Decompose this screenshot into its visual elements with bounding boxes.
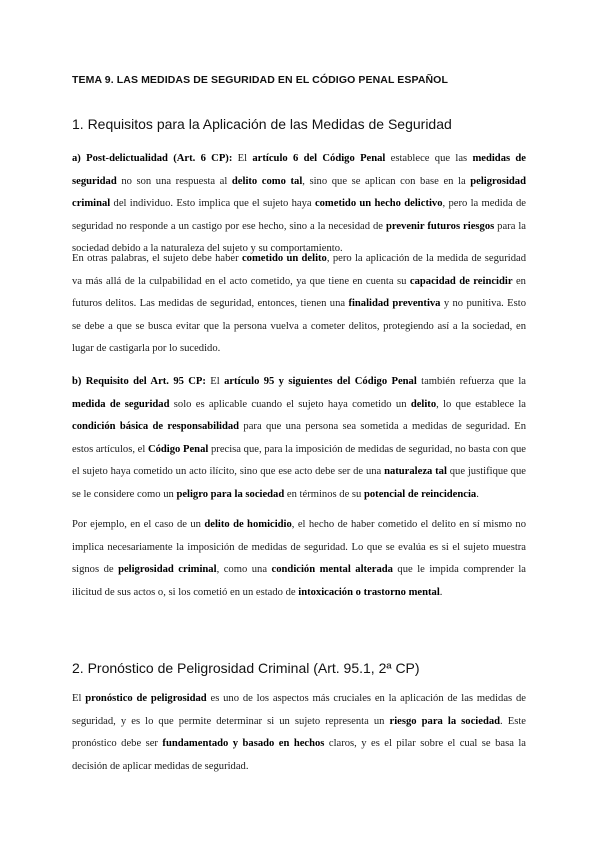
text-run: solo es aplicable cuando el sujeto haya cometido un	[169, 398, 411, 410]
bold-phrase: b) Requisito del Art. 95 CP:	[72, 376, 206, 387]
bold-phrase: fundamentado y basado en hechos	[162, 738, 325, 749]
bold-phrase: delito	[410, 398, 437, 410]
bold-phrase: cometido un hecho delictivo	[314, 198, 443, 209]
text-run: El	[72, 693, 86, 704]
bold-phrase: naturaleza tal	[384, 466, 447, 477]
section-2-heading: 2. Pronóstico de Peligrosidad Criminal (Art. 95.1, 2ª CP)	[72, 660, 420, 676]
text-run: .	[476, 488, 479, 500]
bold-phrase: Código Penal	[147, 443, 209, 455]
text-run: para que una persona sea sometida a medidas de seguridad. En estos artículos, el	[72, 421, 526, 455]
bold-phrase: a) Post-delictualidad (Art. 6 CP):	[72, 153, 233, 164]
text-run: que le impida comprender la ilicitud de sus actos o, si los cometió en un estado de	[72, 564, 527, 598]
bold-phrase: artículo 95 y siguientes del Código Penal	[224, 376, 417, 387]
text-run: precisa que, para la imposición de medidas de seguridad, no basta con que el sujeto haya cometido un acto ilícito, sino que ese acto debe ser de una	[72, 443, 526, 477]
bold-phrase: potencial de reincidencia	[363, 488, 477, 500]
text-run: también refuerza que la	[416, 376, 526, 387]
text-run: para la sociedad debido a la naturaleza del sujeto y su comportamiento.	[72, 220, 527, 254]
text-run: en futuros delitos. Las medidas de seguridad, entonces, tienen una	[72, 275, 526, 309]
text-run: , el hecho de haber cometido el delito en sí mismo no implica necesariamente la imposición de medidas de seguridad. Lo que se evalúa es si el sujeto muestra signos de	[72, 519, 526, 575]
text-run: no son una respuesta al	[116, 175, 232, 187]
bold-phrase: delito de homicidio	[204, 519, 292, 530]
text-run: y no punitiva. Esto se debe a que se busca evitar que la persona vuelva a cometer delitos, protegiendo así a la sociedad, en lugar de castigarla por lo sucedido.	[72, 298, 526, 354]
text-run: , como una	[216, 564, 272, 575]
bold-phrase: artículo 6 del Código Penal	[252, 153, 386, 164]
bold-phrase: intoxicación o trastorno mental	[298, 586, 440, 598]
text-run: El	[205, 376, 225, 387]
bold-phrase: pronóstico de peligrosidad	[85, 693, 207, 704]
text-run: establece que las	[385, 153, 473, 164]
section-1-paragraph-3	[72, 371, 526, 506]
text-run: En otras palabras, el sujeto debe haber	[72, 253, 242, 264]
text-run: claros, y es el pilar sobre el cual se basa la decisión de aplicar medidas de seguridad.	[72, 738, 526, 772]
text-run: del individuo. Esto implica que el sujeto haya	[110, 198, 315, 209]
text-run: en términos de su	[284, 488, 364, 500]
section-1-paragraph-4	[72, 514, 526, 604]
section-2-paragraph-1	[72, 688, 526, 778]
document-title: TEMA 9. LAS MEDIDAS DE SEGURIDAD EN EL CÓDIGO PENAL ESPAÑOL	[72, 74, 448, 86]
text-run: , sino que se aplican con base en la	[302, 175, 471, 187]
bold-phrase: medida de seguridad	[72, 398, 170, 410]
section-1-heading: 1. Requisitos para la Aplicación de las Medidas de Seguridad	[72, 116, 452, 132]
bold-phrase: prevenir futuros riesgos	[385, 220, 495, 232]
text-run: El	[232, 153, 253, 164]
bold-phrase: peligrosidad criminal	[118, 564, 217, 575]
text-run: , pero la aplicación de la medida de seguridad va más allá de la culpabilidad en el acto cometido, ya que tiene en cuenta su	[72, 253, 526, 287]
bold-phrase: condición mental alterada	[271, 564, 393, 575]
text-run: Por ejemplo, en el caso de un	[72, 519, 205, 530]
bold-phrase: finalidad preventiva	[348, 298, 441, 309]
section-1-paragraph-2	[72, 248, 526, 361]
bold-phrase: medidas de seguridad	[72, 153, 526, 187]
bold-phrase: capacidad de reincidir	[409, 275, 513, 287]
bold-phrase: peligrosidad criminal	[72, 175, 526, 209]
text-run: que justifique que se le considere como un	[72, 466, 526, 500]
bold-phrase: cometido un delito	[241, 253, 327, 264]
text-run: . Este pronóstico debe ser	[72, 715, 526, 749]
text-run: .	[439, 586, 443, 598]
text-run: es uno de los aspectos más cruciales en la aplicación de las medidas de seguridad, y es lo que permite determinar si un sujeto representa un	[72, 693, 526, 727]
bold-phrase: delito como tal	[231, 175, 303, 187]
bold-phrase: peligro para la sociedad	[176, 488, 285, 500]
bold-phrase: riesgo para la sociedad	[389, 715, 501, 727]
section-1-paragraph-1	[72, 148, 526, 261]
text-run: , lo que establece la	[436, 398, 526, 410]
text-run: , pero la medida de seguridad no responde a un castigo por ese hecho, sino a la necesidad de	[72, 198, 526, 232]
bold-phrase: condición básica de responsabilidad	[72, 421, 240, 432]
